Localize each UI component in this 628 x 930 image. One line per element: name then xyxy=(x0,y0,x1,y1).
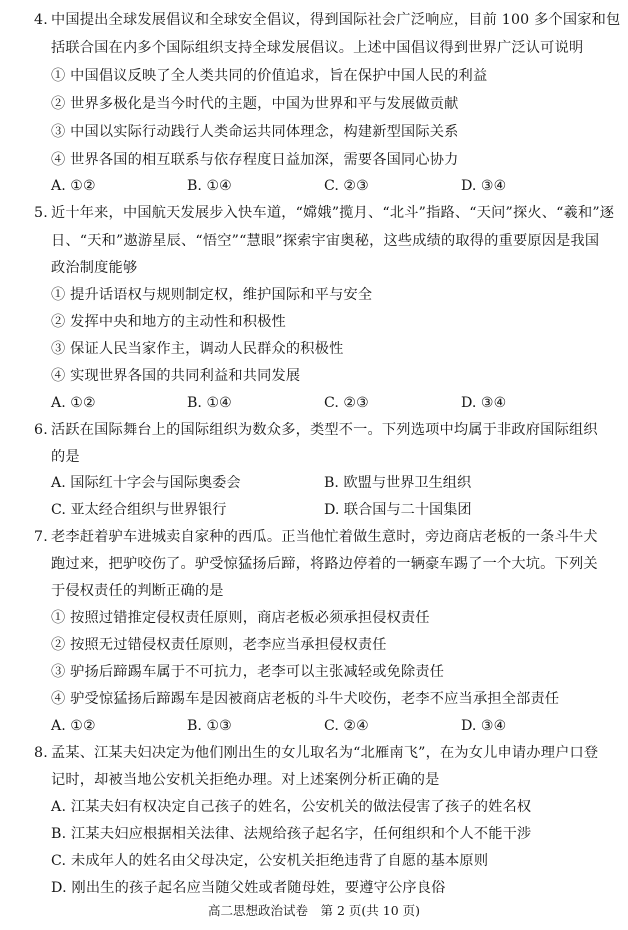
option-d: D. 刚出生的孩子起名应当随父姓或者随母姓，要遵守公序良俗 xyxy=(51,880,446,896)
option-b: B. ①④ xyxy=(187,178,232,194)
question-stem-line: 政治制度能够 xyxy=(51,260,138,276)
options-row xyxy=(34,391,624,415)
statement: ① 按照过错推定侵权责任原则，商店老板必须承担侵权责任 xyxy=(51,610,430,626)
option-a: A. ①② xyxy=(51,178,96,194)
option-b: B. 江某夫妇应根据相关法律、法规给孩子起名字，任何组织和个人不能干涉 xyxy=(51,826,532,842)
options-row xyxy=(34,471,624,495)
statement: ② 按照无过错侵权责任原则，老李应当承担侵权责任 xyxy=(51,637,387,653)
statement: ② 世界多极化是当今时代的主题，中国为世界和平与发展做贡献 xyxy=(51,96,459,112)
option-d: D. ③④ xyxy=(461,395,507,411)
statement: ④ 世界各国的相互联系与依存程度日益加深，需要各国同心协力 xyxy=(51,152,459,168)
question-stem-line: 6. 活跃在国际舞台上的国际组织为数众多，类型不一。下列选项中均属于非政府国际组织 xyxy=(34,418,624,442)
option-d: D. ③④ xyxy=(461,718,507,734)
options-row xyxy=(34,498,624,522)
question-stem-line: 于侵权责任的判断正确的是 xyxy=(51,583,224,599)
statement: ③ 保证人民当家作主，调动人民群众的积极性 xyxy=(51,341,344,357)
statement: ① 提升话语权与规则制定权，维护国际和平与安全 xyxy=(51,287,373,303)
option-c: C. 未成年人的姓名由父母决定，公安机关拒绝违背了自愿的基本原则 xyxy=(51,853,489,869)
question-stem-line: 5. 近十年来，中国航天发展步入快车道，“嫦娥”揽月、“北斗”指路、“天问”探火、“羲和”逐 xyxy=(34,201,624,225)
statement: ④ 驴受惊猛扬后蹄踢车是因被商店老板的斗牛犬咬伤，老李不应当承担全部责任 xyxy=(51,691,560,707)
question-number: 4. xyxy=(34,12,48,28)
question-stem-line: 的是 xyxy=(51,449,80,465)
option-d: D. 联合国与二十国集团 xyxy=(324,502,472,518)
question-number: 8. xyxy=(34,745,48,761)
option-a: A. ①② xyxy=(51,718,96,734)
question-stem-line: 跑过来，把驴咬伤了。驴受惊猛扬后蹄，将路边停着的一辆豪车踢了一个大坑。下列关 xyxy=(51,556,598,572)
option-b: B. ①③ xyxy=(187,718,232,734)
page-footer: 高二思想政治试卷 第 2 页(共 10 页) xyxy=(207,903,420,918)
statement: ② 发挥中央和地方的主动性和积极性 xyxy=(51,314,286,330)
question-stem-line: 记时，却被当地公安机关拒绝办理。对上述案例分析正确的是 xyxy=(51,772,440,788)
option-c: C. ②③ xyxy=(324,178,369,194)
question-stem-line: 日、“天和”遨游星辰、“悟空”“慧眼”探索宇宙奥秘，这些成绩的取得的重要原因是我国 xyxy=(51,233,600,249)
option-c: C. ②③ xyxy=(324,395,369,411)
statement: ③ 中国以实际行动践行人类命运共同体理念，构建新型国际关系 xyxy=(51,124,459,140)
option-d: D. ③④ xyxy=(461,178,507,194)
question-number: 7. xyxy=(34,529,48,545)
options-row xyxy=(34,714,624,738)
statement: ① 中国倡议反映了全人类共同的价值追求，旨在保护中国人民的利益 xyxy=(51,68,488,84)
question-stem-line: 8. 孟某、江某夫妇决定为他们刚出生的女儿取名为“北雁南飞”，在为女儿申请办理户口登 xyxy=(34,741,624,765)
options-row xyxy=(34,174,624,198)
option-a: A. 江某夫妇有权决定自己孩子的姓名，公安机关的做法侵害了孩子的姓名权 xyxy=(51,799,532,815)
statement: ④ 实现世界各国的共同利益和共同发展 xyxy=(51,368,301,384)
question-number: 5. xyxy=(34,205,48,221)
option-b: B. ①④ xyxy=(187,395,232,411)
option-c: C. 亚太经合组织与世界银行 xyxy=(51,502,227,518)
option-c: C. ②④ xyxy=(324,718,369,734)
question-stem-line: 括联合国在内多个国际组织支持全球发展倡议。上述中国倡议得到世界广泛认可说明 xyxy=(51,40,584,56)
question-stem-line: 7. 老李赶着驴车进城卖自家种的西瓜。正当他忙着做生意时，旁边商店老板的一条斗牛犬 xyxy=(34,525,624,549)
statement: ③ 驴扬后蹄踢车属于不可抗力，老李可以主张减轻或免除责任 xyxy=(51,664,445,680)
question-stem-line: 4. 中国提出全球发展倡议和全球安全倡议，得到国际社会广泛响应，目前 100 多个国家和包 xyxy=(34,8,624,32)
option-a: A. 国际红十字会与国际奥委会 xyxy=(51,475,241,491)
option-b: B. 欧盟与世界卫生组织 xyxy=(324,475,472,491)
option-a: A. ①② xyxy=(51,395,96,411)
question-number: 6. xyxy=(34,422,48,438)
